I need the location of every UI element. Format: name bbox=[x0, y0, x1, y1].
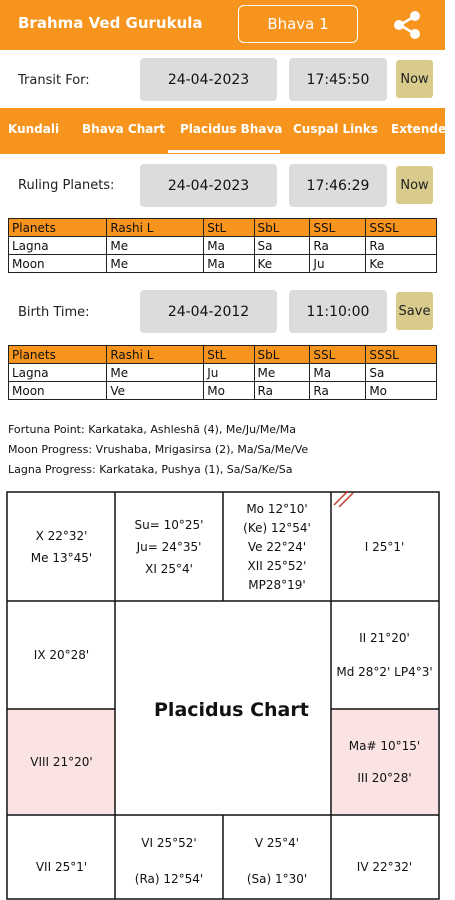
chart-cell-line: X 22°32' bbox=[35, 529, 88, 543]
table-cell: Sa bbox=[366, 364, 437, 382]
share-icon[interactable] bbox=[390, 8, 424, 42]
moon-progress-text: Moon Progress: Vrushaba, Mrigasirsa (2), Ma/Sa/Me/Ve bbox=[8, 443, 309, 456]
birth-time-field[interactable]: 11:10:00 bbox=[289, 290, 387, 333]
ruling-time-field[interactable]: 17:46:29 bbox=[289, 164, 387, 207]
table-header: Planets bbox=[9, 219, 107, 237]
tab-cuspal-links[interactable]: Cuspal Links bbox=[293, 122, 378, 136]
table-cell: Lagna bbox=[9, 237, 107, 255]
chart-cell-line: Ve 22°24' bbox=[247, 539, 307, 554]
table-cell: Mo bbox=[204, 382, 254, 400]
tab-placidus-bhava[interactable]: Placidus Bhava bbox=[180, 122, 283, 136]
table-cell: Ke bbox=[366, 255, 437, 273]
chart-title: Placidus Chart bbox=[154, 699, 309, 721]
table-cell: Ma bbox=[310, 364, 366, 382]
table-header: SSSL bbox=[366, 346, 437, 364]
table-header: SSL bbox=[310, 346, 366, 364]
chart-cell-line: XII 25°52' bbox=[247, 558, 307, 573]
transit-date-field[interactable]: 24-04-2023 bbox=[140, 58, 277, 101]
ruling-date-field[interactable]: 24-04-2023 bbox=[140, 164, 277, 207]
chart-cell-line: Ma# 10°15' bbox=[348, 739, 421, 753]
birth-time-label: Birth Time: bbox=[18, 305, 90, 320]
chart-cell-line: (Ra) 12°54' bbox=[134, 872, 204, 886]
table-cell: Me bbox=[254, 364, 310, 382]
app-title: Brahma Ved Gurukula bbox=[18, 14, 203, 32]
chart-cell-line: (Ke) 12°54' bbox=[243, 520, 311, 535]
chart-cell-line: Su= 10°25' bbox=[134, 518, 204, 532]
lagna-progress-text: Lagna Progress: Karkataka, Pushya (1), Sa/Sa/Ke/Sa bbox=[8, 463, 293, 476]
table-cell: Me bbox=[107, 237, 204, 255]
table-cell: Ma bbox=[204, 237, 254, 255]
chart-cell-line: Ju= 24°35' bbox=[136, 540, 202, 554]
transit-now-button[interactable]: Now bbox=[396, 60, 433, 98]
table-header: SbL bbox=[254, 219, 310, 237]
chart-cell-line: VIII 21°20' bbox=[30, 755, 93, 769]
table-cell: Me bbox=[107, 364, 204, 382]
table-row bbox=[9, 382, 437, 400]
table-row bbox=[9, 364, 437, 382]
table-cell: Ra bbox=[366, 237, 437, 255]
table-cell: Moon bbox=[9, 255, 107, 273]
table-header: StL bbox=[204, 219, 254, 237]
house-6-cell[interactable] bbox=[115, 815, 223, 899]
table-header: SSL bbox=[310, 219, 366, 237]
tab-bhava-chart[interactable]: Bhava Chart bbox=[82, 122, 165, 136]
chart-cell-line: V 25°4' bbox=[254, 836, 300, 850]
table-cell: Ma bbox=[204, 255, 254, 273]
house-3-cell[interactable] bbox=[331, 709, 438, 815]
house-8-cell[interactable] bbox=[8, 709, 115, 815]
birth-planets-table bbox=[8, 345, 437, 400]
table-cell: Ra bbox=[254, 382, 310, 400]
table-cell: Lagna bbox=[9, 364, 107, 382]
table-row bbox=[9, 237, 437, 255]
house-1-cell[interactable] bbox=[331, 493, 438, 601]
house-4-cell[interactable] bbox=[331, 815, 438, 899]
chart-cell-line: II 21°20' bbox=[359, 631, 410, 645]
chart-cell-line: MP28°19' bbox=[248, 577, 306, 592]
chart-cell-line: IX 20°28' bbox=[33, 648, 90, 662]
chart-cell-line: Me 13°45' bbox=[30, 551, 93, 565]
table-cell: Moon bbox=[9, 382, 107, 400]
house-11-cell[interactable] bbox=[115, 493, 223, 601]
table-cell: Ve bbox=[107, 382, 204, 400]
ruling-planets-table bbox=[8, 218, 437, 273]
chart-cell-line: Mo 12°10' bbox=[246, 501, 308, 516]
table-cell: Ke bbox=[254, 255, 310, 273]
fortuna-point-text: Fortuna Point: Karkataka, Ashleshā (4), Me/Ju/Me/Ma bbox=[8, 423, 297, 436]
table-cell: Ra bbox=[310, 237, 366, 255]
transit-time-field[interactable]: 17:45:50 bbox=[289, 58, 387, 101]
table-cell: Ju bbox=[204, 364, 254, 382]
table-cell: Sa bbox=[254, 237, 310, 255]
transit-label: Transit For: bbox=[18, 73, 90, 88]
placidus-chart bbox=[6, 491, 440, 900]
chart-cell-line: XI 25°4' bbox=[145, 562, 193, 576]
table-header: Rashi L bbox=[107, 346, 204, 364]
chart-cell-line: I 25°1' bbox=[364, 540, 405, 554]
chart-cell-line: (Sa) 1°30' bbox=[246, 872, 308, 886]
tab-extended[interactable]: Extended bbox=[391, 122, 455, 136]
house-7-cell[interactable] bbox=[8, 815, 115, 899]
table-header: StL bbox=[204, 346, 254, 364]
table-cell: Ju bbox=[310, 255, 366, 273]
table-header: Planets bbox=[9, 346, 107, 364]
ruling-planets-label: Ruling Planets: bbox=[18, 178, 115, 193]
house-10-cell[interactable] bbox=[8, 493, 115, 601]
tab-kundali[interactable]: Kundali bbox=[8, 122, 60, 136]
chart-cell-line: III 20°28' bbox=[357, 771, 412, 785]
app-bar bbox=[0, 0, 445, 50]
table-header: SSSL bbox=[366, 219, 437, 237]
chart-cell-line: Md 28°2' LP4°3' bbox=[336, 665, 433, 679]
chart-cell-line: VI 25°52' bbox=[141, 836, 197, 850]
house-12-cell[interactable] bbox=[223, 493, 331, 601]
house-2-cell[interactable] bbox=[331, 601, 438, 709]
table-cell: Me bbox=[107, 255, 204, 273]
table-cell: Ra bbox=[310, 382, 366, 400]
ruling-now-button[interactable]: Now bbox=[396, 166, 433, 204]
selected-tab-indicator bbox=[168, 150, 280, 153]
table-cell: Mo bbox=[366, 382, 437, 400]
chart-cell-line: VII 25°1' bbox=[35, 860, 88, 874]
house-5-cell[interactable] bbox=[223, 815, 331, 899]
birth-date-field[interactable]: 24-04-2012 bbox=[140, 290, 277, 333]
house-9-cell[interactable] bbox=[8, 601, 115, 709]
table-header: SbL bbox=[254, 346, 310, 364]
chart-cell-line: IV 22°32' bbox=[356, 860, 413, 874]
table-header: Rashi L bbox=[107, 219, 204, 237]
bhava-select-button[interactable]: Bhava 1 bbox=[238, 5, 358, 43]
birth-save-button[interactable]: Save bbox=[396, 292, 433, 330]
table-row bbox=[9, 255, 437, 273]
tab-bar bbox=[0, 108, 455, 154]
